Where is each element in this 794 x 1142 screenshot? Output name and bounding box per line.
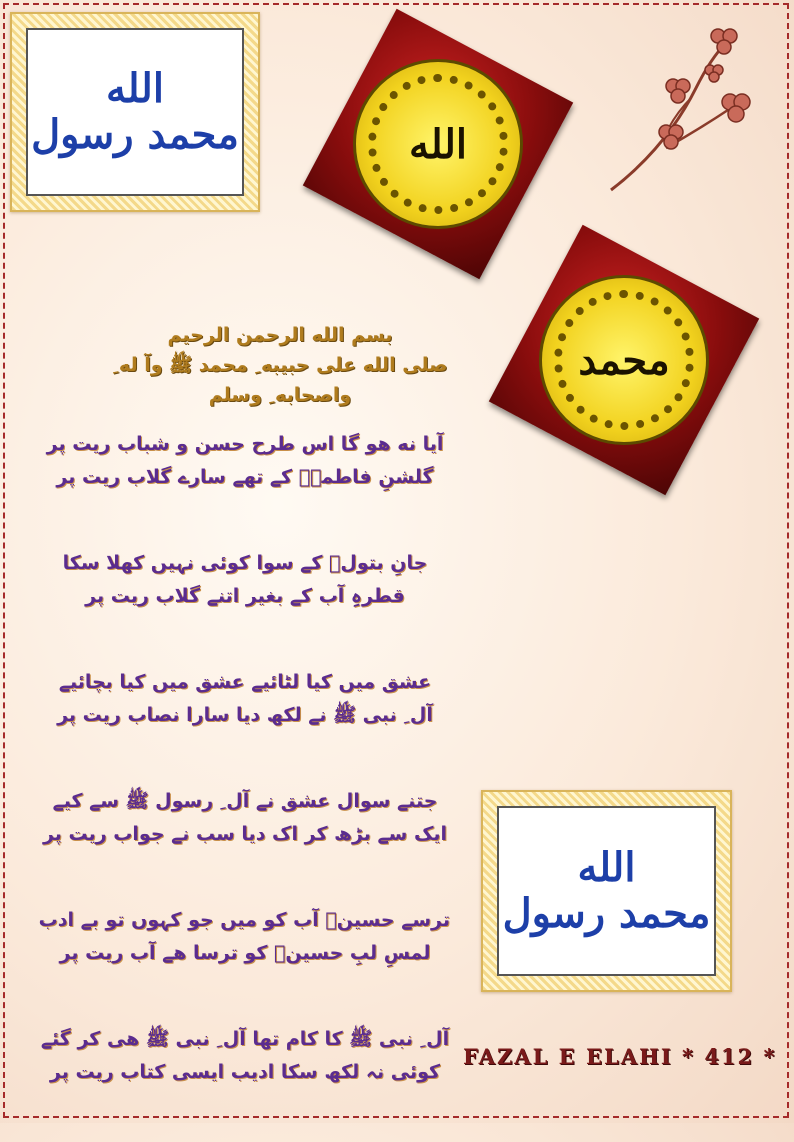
- stanza-5: [40, 904, 450, 970]
- poem-line: عشق میں کیا لٹائیے عشق میں کیا بچائیے: [58, 671, 432, 693]
- gold-medallion-top: [353, 59, 523, 229]
- author-signature: FAZAL E ELAHI * 412 *: [463, 1044, 777, 1069]
- poem-line: آل ِ نبی ﷺ نے لکھ دیا سارا نصاب ریت پر: [57, 704, 433, 726]
- medallion-ring-bottom: [554, 290, 694, 430]
- poem-line: ترسے حسینؓ آب کو میں جو کہوں تو بے ادب: [38, 909, 450, 931]
- calligraphy-line-muhammad: محمد رسول: [502, 890, 711, 937]
- bismillah-line: بسم الله الرحمن الرحیم: [167, 324, 393, 346]
- poem-line: آل ِ نبی ﷺ کا کام تھا آل ِ نبی ﷺ ھی کر گئے: [40, 1028, 450, 1050]
- calligraphy-panel-top: [26, 28, 244, 196]
- stanza-2: [40, 547, 450, 613]
- stanza-1: [40, 428, 450, 494]
- gold-medallion-bottom: [539, 275, 709, 445]
- calligraphy-frame-top: [10, 12, 260, 212]
- poem-line: جانِ بتولؓ کے سوا کوئی نہیں کھلا سکا: [62, 552, 428, 574]
- poem: [40, 428, 450, 1142]
- poem-line: ایک سے بڑھ کر اک دیا سب نے جواب ریت پر: [42, 823, 448, 845]
- stanza-3: [40, 666, 450, 732]
- medallion-text-allah: الله: [409, 120, 467, 168]
- calligraphy-panel-bottom: [497, 806, 716, 976]
- poem-line: کوئی نہ لکھ سکا ادیب ایسی کتاب ریت پر: [49, 1061, 441, 1083]
- calligraphy-line-muhammad: محمد رسول: [31, 111, 239, 158]
- salutation-line: صلی الله علی حبیبه ِ محمد ﷺ وآ له ِ واصحابه ِ وسلم: [112, 354, 448, 406]
- medallion-text-muhammad: محمد: [578, 336, 670, 384]
- poem-line: لمسِ لبِ حسینؓ کو ترسا ھے آب ریت پر: [59, 942, 431, 964]
- stanza-6: [40, 1023, 450, 1089]
- poem-line: قطرہِ آب کے بغیر اتنے گلاب ریت پر: [85, 585, 405, 607]
- poem-line: آیا نه هو گا اس طرح حسن و شباب ریت پر: [46, 433, 444, 455]
- flower-branch-icon: [606, 18, 756, 198]
- calligraphy-frame-bottom: [481, 790, 732, 992]
- poem-line: گلشنِ فاطمہؓ کے تھے سارے گلاب ریت پر: [56, 466, 434, 488]
- medallion-ring-top: [368, 74, 508, 214]
- calligraphy-line-allah: الله: [577, 844, 636, 891]
- stanza-4: [40, 785, 450, 851]
- calligraphy-logo-bottom: [503, 845, 711, 937]
- calligraphy-logo-top: [31, 66, 239, 158]
- calligraphy-line-allah: الله: [105, 65, 164, 112]
- poem-line: جتنے سوال عشق نے آل ِ رسول ﷺ سے کیے: [52, 790, 438, 812]
- bismillah-header: [80, 320, 480, 410]
